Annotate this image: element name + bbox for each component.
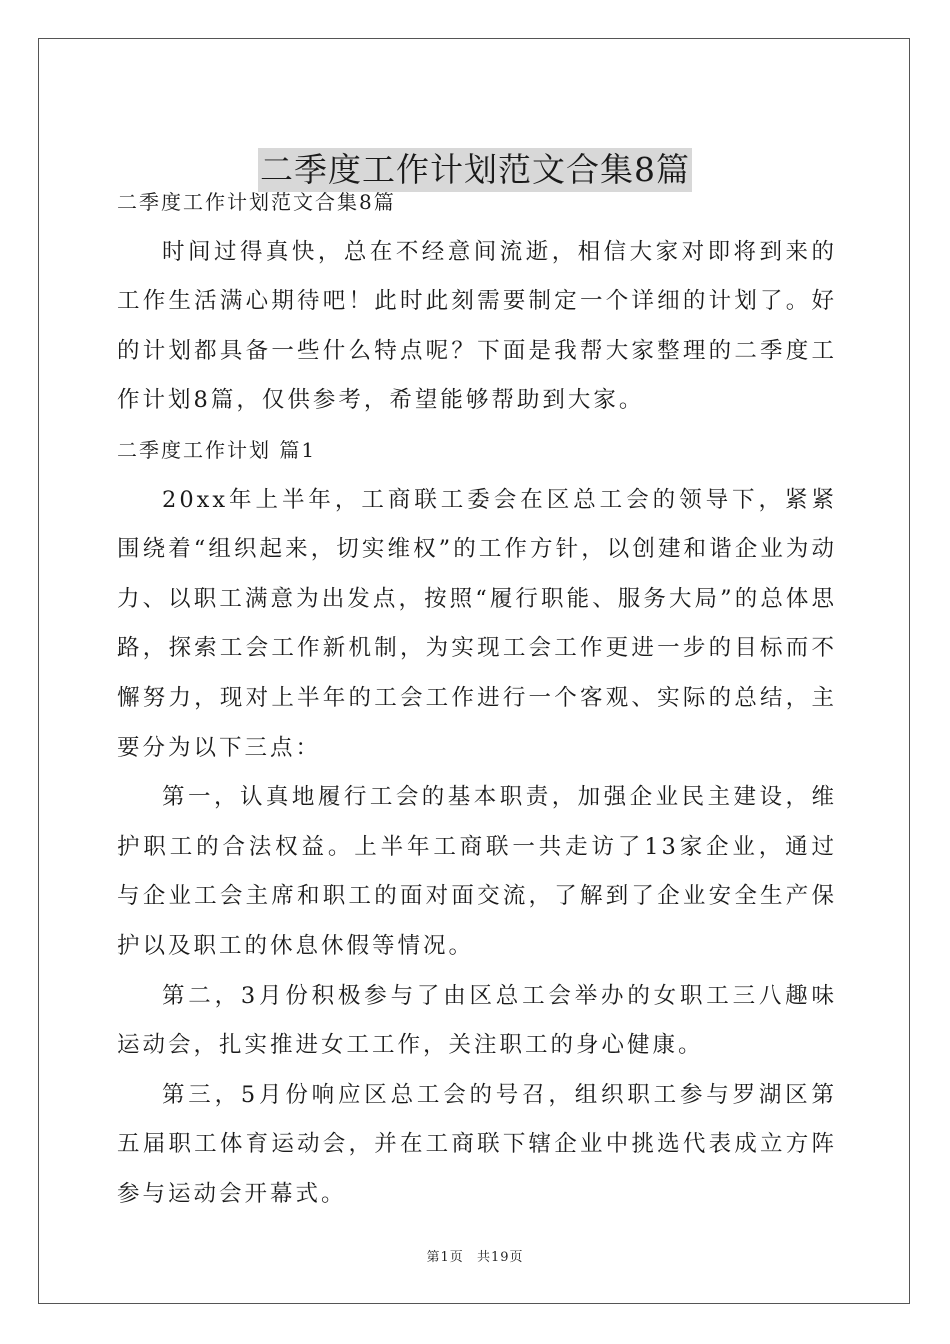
page-footer <box>0 1246 950 1265</box>
body-paragraph: 第一，认真地履行工会的基本职责，加强企业民主建设，维护职工的合法权益。上半年工商联一共走访了13家企业，通过与企业工会主席和职工的面对面交流，了解到了企业安全生产保护以及职工的休息休假等情况。 <box>117 784 837 959</box>
page-number: 第1页 <box>426 1250 464 1265</box>
intro-paragraph: 时间过得真快，总在不经意间流逝，相信大家对即将到来的工作生活满心期待吧！此时此刻需要制定一个详细的计划了。好的计划都具备一些什么特点呢？下面是我帮大家整理的二季度工作计划8篇，仅供参考，希望能够帮助到大家。 <box>117 238 837 414</box>
document-title: 二季度工作计划范文合集8篇 <box>258 148 692 192</box>
section-heading: 二季度工作计划 篇1 <box>117 437 317 462</box>
document-body <box>117 178 837 1219</box>
body-paragraph: 20xx年上半年，工商联工委会在区总工会的领导下，紧紧围绕着“组织起来，切实维权”的工作方针，以创建和谐企业为动力、以职工满意为出发点，按照“履行职能、服务大局”的总体思路，探索工会工作新机制，为实现工会工作更进一步的目标而不懈努力，现对上半年的工会工作进行一个客观、实际的总结，主要分为以下三点： <box>117 486 837 761</box>
body-paragraph: 第二，3月份积极参与了由区总工会举办的女职工三八趣味运动会，扎实推进女工工作，关注职工的身心健康。 <box>117 982 837 1059</box>
body-paragraph: 第三，5月份响应区总工会的号召，组织职工参与罗湖区第五届职工体育运动会，并在工商联下辖企业中挑选代表成立方阵参与运动会开幕式。 <box>117 1081 837 1207</box>
document-subtitle: 二季度工作计划范文合集8篇 <box>117 190 396 214</box>
page-total: 共19页 <box>476 1250 524 1265</box>
